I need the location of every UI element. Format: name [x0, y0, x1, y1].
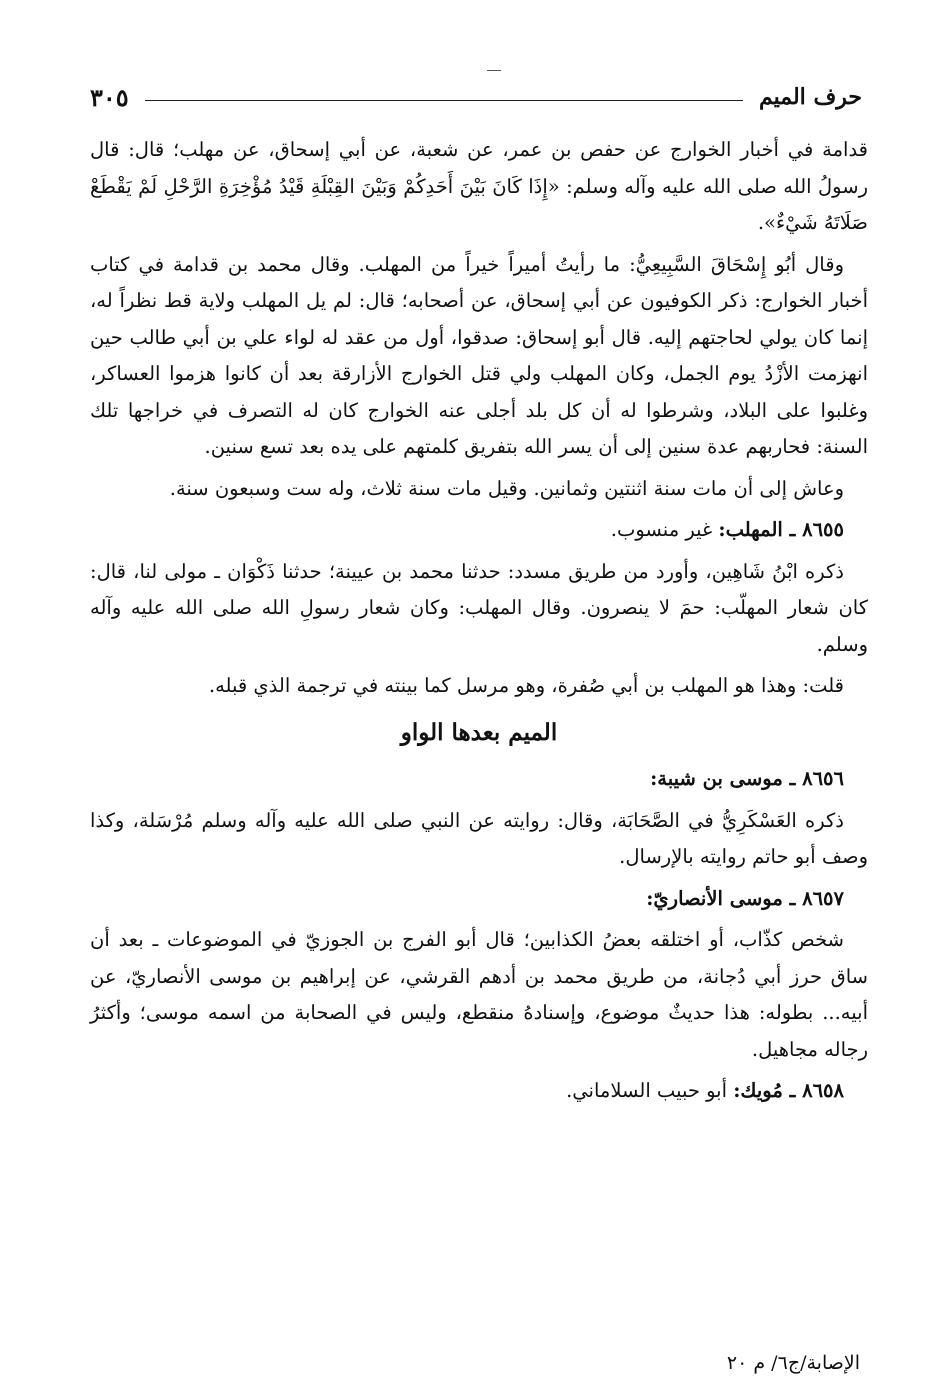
- page-number: ٣٠٥: [90, 82, 129, 112]
- running-title: حرف الميم: [758, 84, 862, 110]
- entry-8655-heading-line: [90, 512, 868, 549]
- entry-8656-heading-line: [90, 761, 868, 798]
- top-registration-mark: [487, 70, 501, 71]
- entry-8657-heading-line: [90, 881, 868, 918]
- entry-8657-heading: ٨٦٥٧ ـ موسى الأنصاريّ:: [646, 886, 844, 910]
- page-header: [90, 80, 862, 114]
- header-rule: [145, 100, 743, 101]
- footer-signature: الإصابة/ج٦/ م ٢٠: [726, 1352, 860, 1374]
- entry-8656-text: ذكره العَسْكَرِيُّ في الصَّحَابَة، وقال: روايته عن النبي صلى الله عليه وآله وسلم مُرْسَلة، وكذا وصف أبو حاتم روايته بالإرسال.: [90, 808, 868, 868]
- entry-8658-descriptor: أبو حبيب السلاماني.: [566, 1079, 734, 1102]
- entry-8655-comment: قلت: وهذا هو المهلب بن أبي صُفرة، وهو مرسل كما بينته في ترجمة الذي قبله.: [208, 674, 844, 697]
- entry-8658-heading: ٨٦٥٨ ـ مُويك:: [733, 1079, 844, 1102]
- paragraph-death: وعاش إلى أن مات سنة اثنتين وثمانين. وقيل مات سنة ثلاث، وله ست وسبعون سنة.: [169, 476, 844, 500]
- entry-8655-descriptor: غير منسوب.: [610, 518, 719, 541]
- section-heading: الميم بعدها الواو: [400, 718, 558, 746]
- entry-8655-heading: ٨٦٥٥ ـ المهلب:: [718, 518, 844, 541]
- paragraph-abu-ishaq: وقال أبُو إِسْحَاقَ السَّبِيعِيُّ: ما رأيتُ أميراً خيراً من المهلب. وقال محمد بن قدامة في كتاب أخبار الخوارج: ذكر الكوفيون عن أبي إسحاق، عن أصحابه؛ قال: لم يل المهلب ولاية قط نظراً له، إنما كان يولي لحاجتهم إليه. قال أبو إسحاق: صدقوا، أول من عقد له لواء علي بن أبي طالب حين انهزمت الأزْدُ يوم الجمل، وكان المهلب ولي قتل الخوارج الأزارقة بعد أن كانوا هزموا العساكر، وغلبوا على البلاد، وشرطوا له أن كل بلد أجلى عنه الخوارج كان له التصرف في خراجها تلك السنة: فحاربهم عدة سنين إلى أن يسر الله بتفريق كلمتهم على يده بعد تسع سنين.: [90, 252, 868, 458]
- entry-8658-heading-line: [90, 1073, 868, 1110]
- page-body: [90, 132, 868, 1115]
- entry-8657-text: شخص كذّاب، أو اختلقه بعضُ الكذابين؛ قال أبو الفرج بن الجوزيّ في الموضوعات ـ بعد أن ساق حرز أبي دُجانة، من طريق محمد بن أدهم القرشي، عن إبراهيم بن موسى الأنصاريّ، عن أبيه... بطوله: هذا حديثٌ موضوع، وإسنادهُ منقطع، وليس في الصحابة من اسمه موسى؛ وأكثرُ رجاله مجاهيل.: [90, 928, 868, 1061]
- entry-8656-heading: ٨٦٥٦ ـ موسى بن شيبة:: [650, 767, 844, 790]
- entry-8655-text: ذكره ابْنُ شَاهِين، وأورد من طريق مسدد: حدثنا محمد بن عيينة؛ حدثنا ذَكْوَان ـ مولى لنا، قال: كان شعار المهلّب: حمَ لا ينصرون. وقال المهلب: وكان شعار رسولِ الله صلى الله عليه وآله وسلم.: [90, 559, 868, 656]
- paragraph-continuation: قدامة في أخبار الخوارج عن حفص بن عمر، عن شعبة، عن أبي إسحاق، عن مهلب؛ قال: قال رسولُ الله صلى الله عليه وآله وسلم: «إِذَا كَانَ بَيْنَ أَحَدِكُمْ وَبَيْنَ القِبْلَةِ قَيْدُ مُؤْخِرَةِ الرَّحْلِ لَمْ يَقْطَعْ صَلَاتَهُ شَيْءٌ».: [90, 138, 868, 234]
